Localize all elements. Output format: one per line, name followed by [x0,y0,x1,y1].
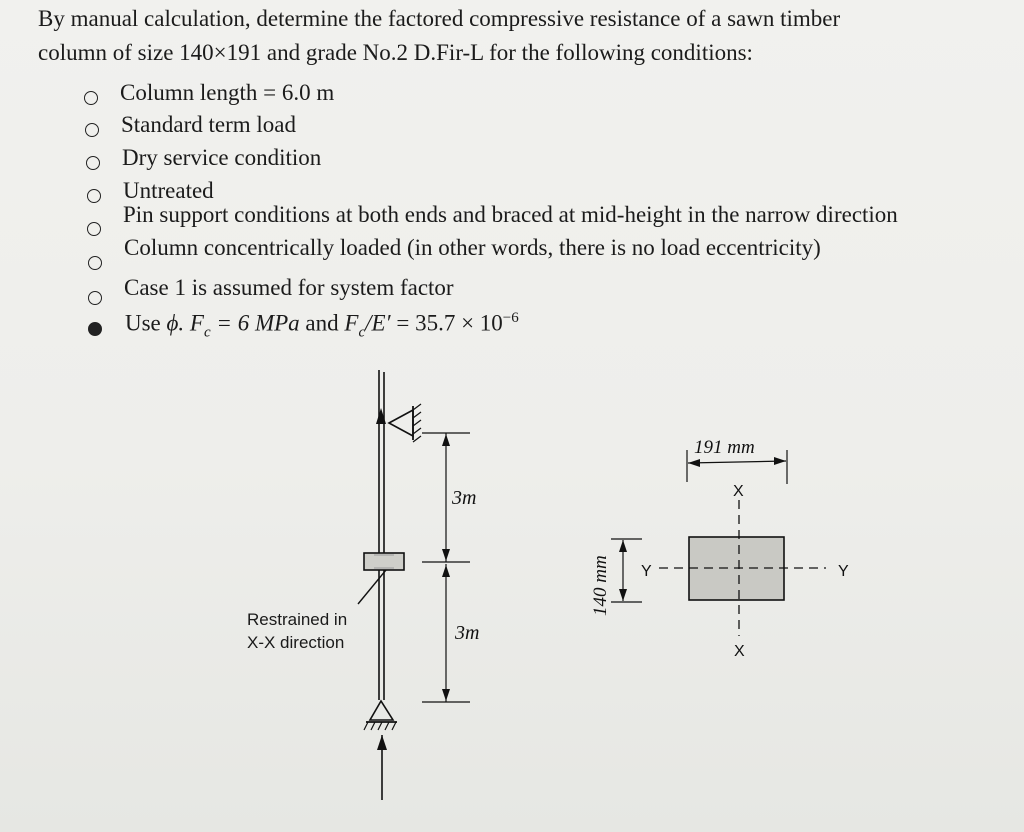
upper-span-label: 3m [452,487,477,509]
brace-callout [247,610,347,652]
phi-fc-value: = 6 MPa [216,310,300,336]
bottom-pin-support-icon [364,701,397,800]
phi-fc-subscript: c [204,324,211,341]
column-elevation [376,370,386,700]
problem-intro-line-1: By manual calculation, determine the factored compressive resistance of a sawn timber [38,6,841,31]
ratio-exponent: −6 [502,310,519,326]
condition-text: Standard term load [121,112,297,137]
ratio-value: = 35.7 × 10 [396,310,503,336]
top-pin-support-icon [389,404,421,442]
cross-section [590,437,849,660]
width-dimension-line [688,461,786,463]
width-dimension-label: 191 mm [694,437,755,458]
condition-text: Dry service condition [122,145,322,170]
condition-text: Untreated [123,178,214,203]
ratio-denominator: /E′ [365,310,391,336]
up-arrowhead-icon [377,735,387,750]
y-axis-label-left: Y [641,563,652,580]
phi-fc-symbol: ϕ. F [166,310,204,336]
use-word: Use [125,310,161,336]
condition-text: Case 1 is assumed for system factor [124,275,454,300]
restraint-label-line-1: Restrained in [247,610,348,629]
mid-height-brace-icon [358,553,404,604]
restraint-label-line-2: X-X direction [247,633,345,652]
condition-text: Column concentrically loaded (in other words, there is no load eccentricity) [124,235,821,260]
condition-text: Pin support conditions at both ends and braced at mid-height in the narrow direction [123,202,898,227]
x-axis-label-top: X [733,483,744,500]
lower-span-label: 3m [455,622,480,644]
ratio-subscript: c [358,324,366,341]
depth-dimension-label: 140 mm [590,555,611,616]
condition-text: Column length = 6.0 m [120,80,335,105]
problem-intro-line-2: column of size 140×191 and grade No.2 D.Fir-L for the following conditions: [38,40,753,65]
ratio-symbol: F [344,310,359,336]
y-axis-label-right: Y [838,563,849,580]
and-word: and [305,310,339,336]
x-axis-label-bottom: X [734,643,745,660]
span-dimensions [422,433,479,702]
